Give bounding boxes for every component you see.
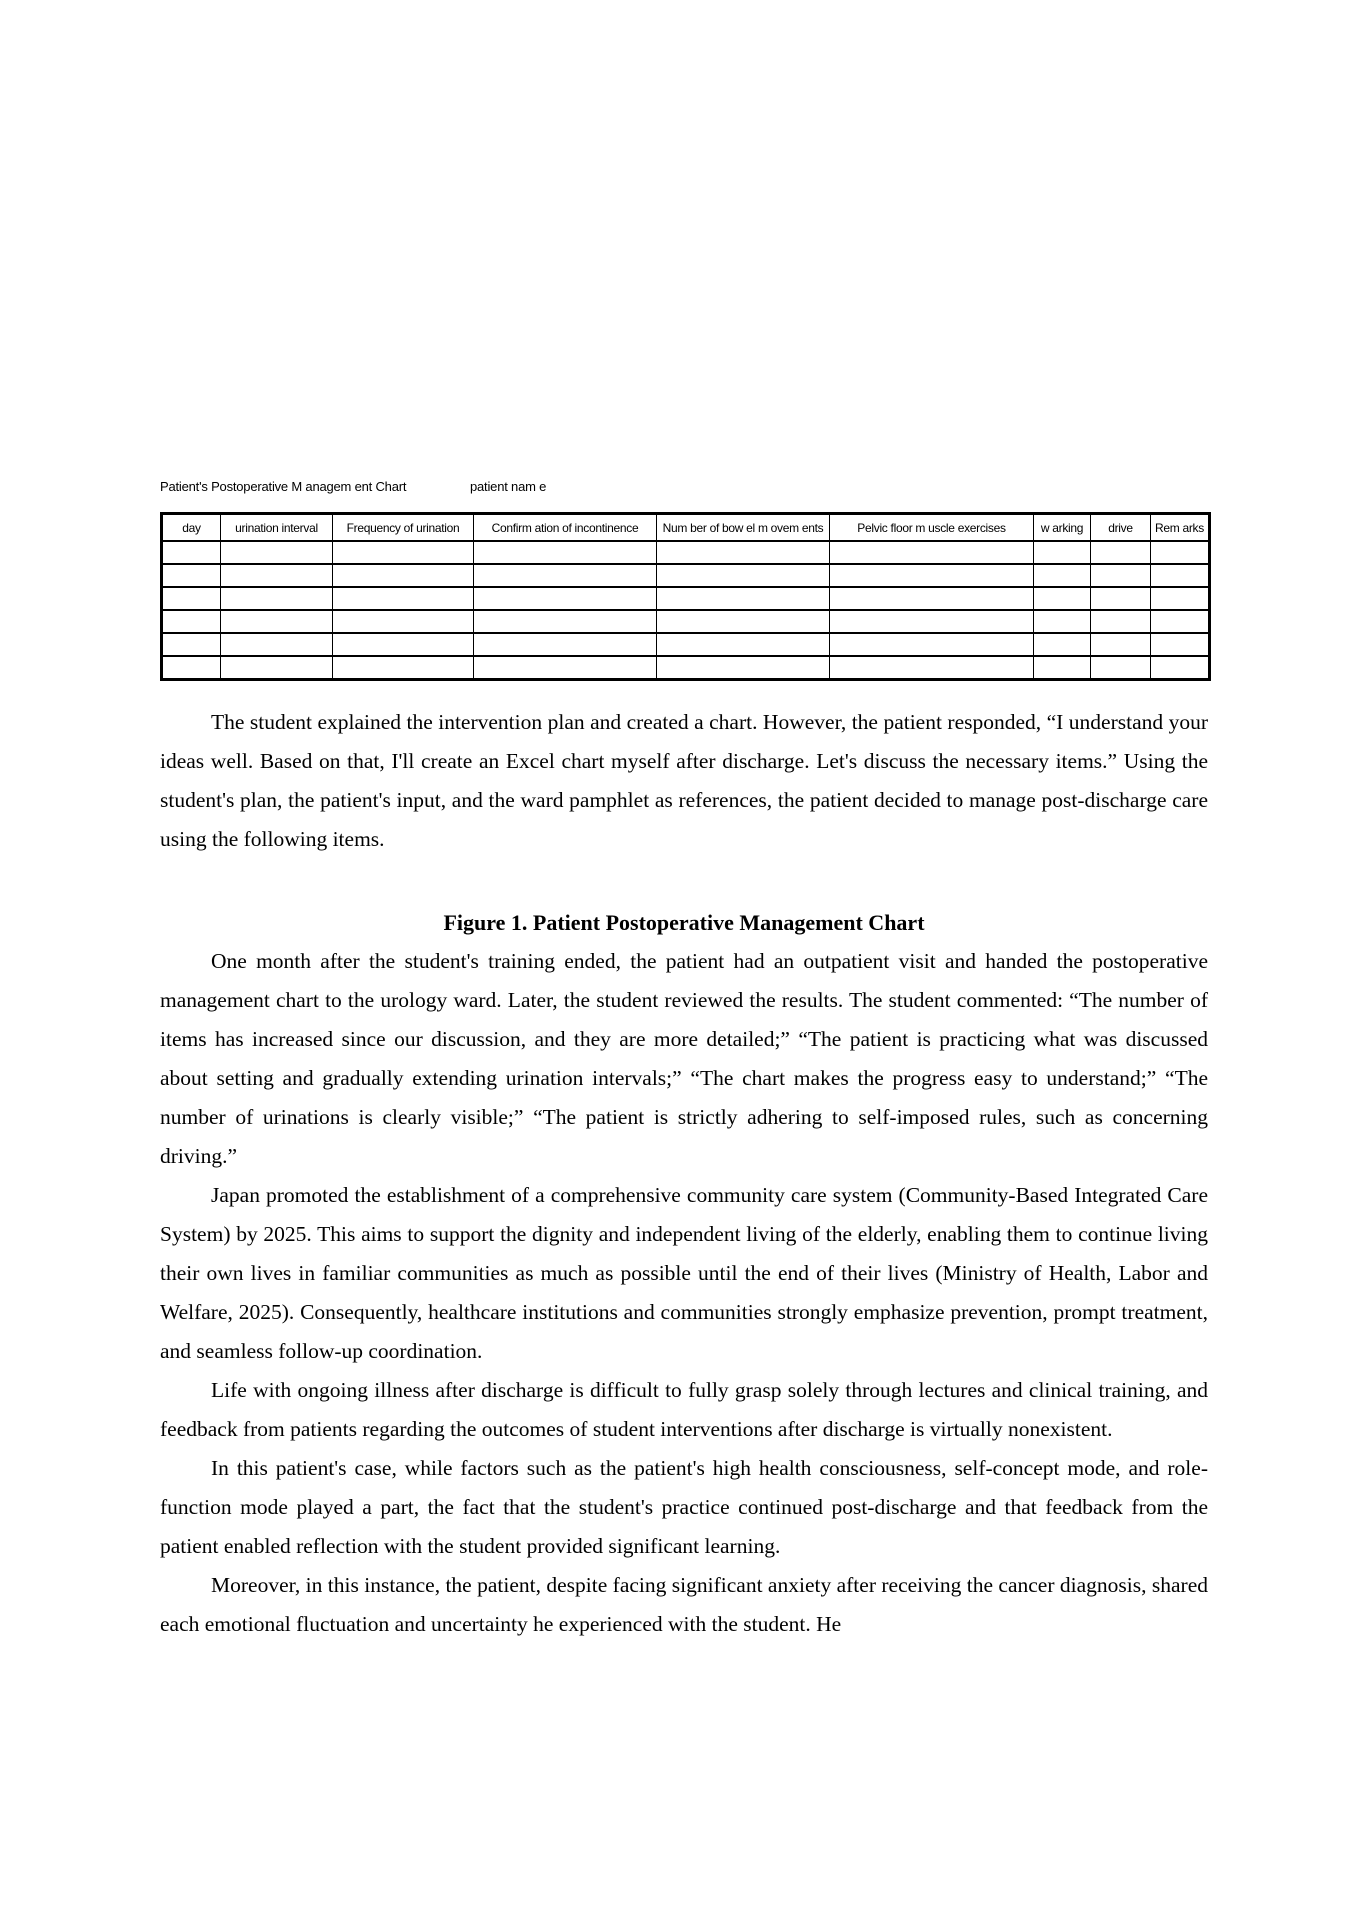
empty-cell — [830, 564, 1034, 587]
empty-cell — [1034, 564, 1091, 587]
empty-cell — [333, 656, 474, 680]
table-row — [162, 587, 1210, 610]
paragraph-community-care: Japan promoted the establishment of a comprehensive community care system (Community-Based Integrated Care System) by 2025. This aims to support the dignity and independent living of the elderly, enabling them to continue living their own lives in familiar communities as much as possible until the end of their lives (Ministry of Health, Labor and Welfare, 2025). Consequently, healthcare institutions and communities strongly emphasize prevention, prompt treatment, and seamless follow-up coordination. — [160, 1183, 1208, 1363]
table-row — [162, 610, 1210, 633]
column-header: drive — [1091, 514, 1151, 542]
postoperative-management-chart — [160, 512, 1211, 681]
empty-cell — [474, 610, 657, 633]
table-row — [162, 633, 1210, 656]
empty-cell — [1034, 610, 1091, 633]
manuscript-page — [160, 479, 1208, 1644]
empty-cell — [333, 587, 474, 610]
empty-cell — [657, 541, 830, 564]
empty-cell — [1151, 610, 1210, 633]
chart-title-row — [160, 479, 1208, 500]
empty-cell — [474, 656, 657, 680]
empty-cell — [1091, 633, 1151, 656]
column-header: Pelvic floor m uscle exercises — [830, 514, 1034, 542]
column-header: day — [162, 514, 221, 542]
empty-cell — [1091, 610, 1151, 633]
empty-cell — [1151, 633, 1210, 656]
empty-cell — [1034, 541, 1091, 564]
empty-cell — [333, 633, 474, 656]
empty-cell — [657, 656, 830, 680]
column-header: Confirm ation of incontinence — [474, 514, 657, 542]
column-header: Num ber of bow el m ovem ents — [657, 514, 830, 542]
chart-title: Patient's Postoperative M anagem ent Chart — [160, 479, 407, 494]
header-row — [162, 514, 1210, 542]
empty-cell — [1091, 541, 1151, 564]
column-header: w arking — [1034, 514, 1091, 542]
empty-cell — [830, 541, 1034, 564]
empty-cell — [221, 656, 333, 680]
empty-cell — [1091, 587, 1151, 610]
empty-cell — [221, 587, 333, 610]
empty-cell — [474, 564, 657, 587]
paragraph-moreover: Moreover, in this instance, the patient, despite facing significant anxiety after receiving the cancer diagnosis, shared each emotional fluctuation and uncertainty he experienced with the student. He — [160, 1573, 1208, 1636]
empty-cell — [657, 633, 830, 656]
paragraph-intro: The student explained the intervention plan and created a chart. However, the patient responded, “I understand your ideas well. Based on that, I'll create an Excel chart myself after discharge. Let's discuss the necessary items.” Using the student's plan, the patient's input, and the ward pamphlet as references, the patient decided to manage post-discharge care using the following items. — [160, 710, 1208, 851]
empty-cell — [333, 610, 474, 633]
empty-cell — [221, 541, 333, 564]
empty-cell — [657, 564, 830, 587]
empty-cell — [221, 610, 333, 633]
empty-cell — [1091, 656, 1151, 680]
figure-caption: Figure 1. Patient Postoperative Management Chart — [443, 910, 925, 935]
empty-cell — [1091, 564, 1151, 587]
empty-cell — [1151, 656, 1210, 680]
empty-cell — [657, 587, 830, 610]
empty-cell — [221, 564, 333, 587]
patient-name-label: patient nam e — [470, 479, 547, 494]
table-row — [162, 564, 1210, 587]
body-text — [160, 703, 1208, 1644]
table-row — [162, 541, 1210, 564]
paragraph-patient-case: In this patient's case, while factors such as the patient's high health consciousness, self-concept mode, and role-function mode played a part, the fact that the student's practice continued post-discharge and that feedback from the patient enabled reflection with the student provided significant learning. — [160, 1456, 1208, 1558]
empty-cell — [162, 656, 221, 680]
empty-cell — [1034, 587, 1091, 610]
empty-cell — [474, 633, 657, 656]
empty-cell — [221, 633, 333, 656]
empty-cell — [830, 587, 1034, 610]
empty-cell — [1151, 564, 1210, 587]
empty-cell — [162, 610, 221, 633]
empty-cell — [474, 587, 657, 610]
table-row — [162, 656, 1210, 680]
empty-cell — [830, 610, 1034, 633]
column-header: urination interval — [221, 514, 333, 542]
column-header: Frequency of urination — [333, 514, 474, 542]
empty-cell — [1151, 587, 1210, 610]
empty-cell — [162, 541, 221, 564]
empty-cell — [1151, 541, 1210, 564]
empty-cell — [1034, 656, 1091, 680]
column-header: Rem arks — [1151, 514, 1210, 542]
empty-cell — [830, 656, 1034, 680]
empty-cell — [162, 633, 221, 656]
empty-cell — [1034, 633, 1091, 656]
empty-cell — [333, 541, 474, 564]
empty-cell — [830, 633, 1034, 656]
empty-cell — [657, 610, 830, 633]
empty-cell — [162, 564, 221, 587]
empty-cell — [162, 587, 221, 610]
empty-cell — [474, 541, 657, 564]
paragraph-results: One month after the student's training ended, the patient had an outpatient visit and handed the postoperative management chart to the urology ward. Later, the student reviewed the results. The student commented: “The number of items has increased since our discussion, and they are more detailed;” “The patient is practicing what was discussed about setting and gradually extending urination intervals;” “The chart makes the progress easy to understand;” “The number of urinations is clearly visible;” “The patient is strictly adhering to self-imposed rules, such as concerning driving.” — [160, 949, 1208, 1168]
empty-cell — [333, 564, 474, 587]
paragraph-feedback-gap: Life with ongoing illness after discharge is difficult to fully grasp solely through lectures and clinical training, and feedback from patients regarding the outcomes of student interventions after discharge is virtually nonexistent. — [160, 1378, 1208, 1441]
